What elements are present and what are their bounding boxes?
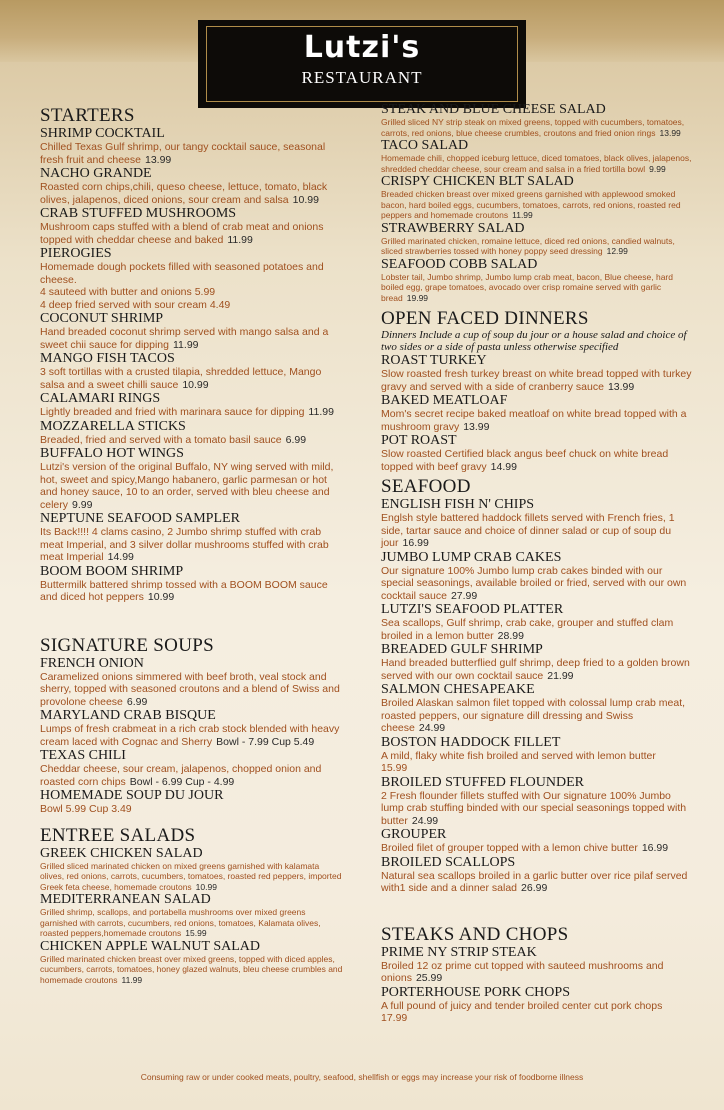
item-description — [40, 326, 345, 351]
item-description — [381, 368, 693, 393]
menu-item — [381, 102, 693, 138]
item-name: ROAST TURKEY — [381, 353, 487, 368]
item-description — [381, 842, 693, 855]
item-price: 24.99 — [418, 722, 446, 734]
menu-item — [40, 446, 345, 511]
item-description — [40, 907, 345, 939]
restaurant-name: Lutzi's — [303, 30, 421, 65]
item-description — [381, 272, 693, 304]
item-description — [381, 790, 693, 828]
item-description — [40, 803, 345, 816]
item-description — [40, 861, 345, 893]
item-price: 28.99 — [497, 629, 524, 642]
item-desc-text: Grilled sliced marinated chicken on mixed greens garnished with kalamata olives, red onions, carrots, cucumbers, tomatoes, roasted red peppers, imported Greek feta cheese, homemade croutons — [40, 860, 342, 892]
item-price: 14.99 — [490, 460, 517, 473]
item-desc-text: Our signature 100% Jumbo lump crab cakes binded with our special seasonings, available broiled or fried, served with our own cocktail sauce — [381, 564, 687, 602]
item-option-line: 15.99 — [381, 762, 408, 774]
item-desc-text: Breaded chicken breast over mixed greens garnished with applewood smoked bacon, hard boiled eggs, cucumbers, tomatoes, carrots, red onions, roasted red peppers and homemade croutons — [381, 189, 681, 220]
menu-section — [40, 636, 345, 816]
item-desc-text: Buttermilk battered shrimp tossed with a BOOM BOOM sauce and diced hot peppers — [40, 578, 328, 603]
item-desc-text: Lumps of fresh crabmeat in a rich crab stock blended with heavy cream laced with Cognac and Sherry — [40, 723, 340, 748]
item-desc-text: Lutzi's version of the original Buffalo, NY wing served with mild, hot, sweet and spicy,Mango habanero, garlic parmesan or hot and honey sauce, 10 to an order, served with bleu cheese and celery — [40, 461, 334, 511]
item-description — [381, 408, 693, 433]
menu-item — [381, 497, 693, 550]
item-desc-text: Roasted corn chips,chili, queso cheese, lettuce, tomato, black olives, jalapenos, diced onions, sour cream and salsa — [40, 181, 328, 206]
item-option-line: 4 deep fried served with sour cream 4.49 — [40, 298, 231, 311]
item-price: 19.99 — [406, 292, 429, 303]
item-desc-text: Grilled marinated chicken, romaine lettuce, diced red onions, candied walnuts, sliced strawberries tossed with honey poppy seed dressing — [381, 235, 675, 256]
menu-section — [381, 477, 693, 895]
item-desc-text: Hand breaded butterflied gulf shrimp, deep fried to a golden brown served with our own cocktail sauce — [381, 657, 690, 682]
right-column — [381, 102, 693, 1025]
item-price: 9.99 — [649, 163, 666, 174]
item-name: PORTERHOUSE PORK CHOPS — [381, 984, 570, 1000]
section-heading: ENTREE SALADS — [40, 824, 196, 846]
left-column — [40, 106, 345, 985]
item-price: 13.99 — [463, 420, 490, 433]
menu-item — [40, 351, 345, 391]
menu-item — [381, 138, 693, 174]
item-price: 13.99 — [607, 380, 635, 393]
menu-item — [40, 391, 345, 419]
item-price: 10.99 — [292, 193, 319, 206]
item-price: 12.99 — [606, 246, 628, 256]
item-desc-text: 2 Fresh flounder fillets stuffed with Our signature 100% Jumbo lump crab stuffing binded with our special seasonings topped with butter — [381, 789, 687, 827]
item-price: 11.99 — [227, 233, 253, 246]
menu-item — [40, 126, 345, 166]
menu-item — [40, 656, 345, 709]
item-name: MARYLAND CRAB BISQUE — [40, 708, 216, 723]
item-description — [40, 954, 345, 986]
menu-section — [40, 106, 345, 604]
item-price: 10.99 — [182, 378, 209, 391]
menu-item — [381, 174, 693, 221]
item-price: 6.99 — [126, 695, 148, 708]
item-name: GROUPER — [381, 827, 447, 842]
item-price: 11.99 — [121, 974, 143, 985]
item-desc-text: Grilled shrimp, scallops, and portabella mushrooms over mixed greens garnished with carrots, cucumbers, red onions, tomatoes, Kalamata olives, roasted peppers,homemade croutons — [40, 907, 321, 938]
item-price: 11.99 — [308, 406, 334, 418]
health-disclaimer: Consuming raw or under cooked meats, poultry, seafood, shellfish or eggs may increase your risk of foodborne illness — [140, 1072, 584, 1082]
item-name: TACO SALAD — [381, 138, 469, 153]
item-price: 11.99 — [173, 338, 199, 351]
item-name: CHICKEN APPLE WALNUT SALAD — [40, 938, 260, 954]
menu-section — [40, 826, 345, 986]
item-price: 10.99 — [147, 591, 175, 603]
item-name: BREADED GULF SHRIMP — [381, 642, 543, 657]
item-name: STRAWBERRY SALAD — [381, 220, 525, 236]
item-price: 13.99 — [144, 153, 172, 166]
item-price: 6.99 — [285, 433, 307, 446]
item-description — [381, 448, 693, 473]
menu-item — [40, 788, 345, 816]
item-desc-text: Mom's secret recipe baked meatloaf on white bread topped with a mushroom gravy — [381, 408, 687, 433]
menu-item — [381, 735, 693, 775]
item-price: 16.99 — [641, 842, 669, 854]
item-desc-text: Mushroom caps stuffed with a blend of crab meat and onions topped with cheddar cheese and baked — [40, 221, 324, 246]
menu-item — [40, 511, 345, 564]
item-desc-text: Slow roasted Certified black angus beef chuck on white bread topped with beef gravy — [381, 448, 669, 473]
item-price: 10.99 — [195, 881, 217, 892]
item-name: NACHO GRANDE — [40, 166, 152, 181]
item-description — [381, 236, 693, 257]
item-desc-text: Broiled filet of grouper topped with a lemon chive butter — [381, 842, 638, 854]
menu-item — [381, 855, 693, 895]
item-desc-text: Hand breaded coconut shrimp served with mango salsa and a sweet chii sauce for dipping — [40, 326, 329, 351]
item-option-line: 17.99 — [381, 1012, 408, 1024]
item-name: BROILED SCALLOPS — [381, 854, 516, 870]
menu-section — [381, 102, 693, 303]
item-name: HOMEMADE SOUP DU JOUR — [40, 788, 224, 803]
item-name: FRENCH ONION — [40, 655, 144, 671]
item-price: Bowl - 7.99 Cup 5.49 — [216, 735, 315, 748]
menu-item — [381, 945, 693, 985]
item-desc-text: Homemade chili, chopped iceburg lettuce, diced tomatoes, black olives, jalapenos, shredded cheddar cheese, sour cream and salsa in a fried tortilla bowl — [381, 153, 692, 174]
item-desc-text: Grilled sliced NY strip steak on mixed greens, topped with cucumbers, tomatoes, carrots, red onions, blue cheese crumbles, croutons and fried onion rings — [381, 117, 685, 138]
item-description — [381, 565, 693, 603]
menu-item — [381, 393, 693, 433]
section-heading: SEAFOOD — [381, 476, 471, 497]
item-price: 9.99 — [72, 498, 93, 511]
item-option-line: 4 sauteed with butter and onions 5.99 — [40, 286, 216, 298]
item-name: BAKED MEATLOAF — [381, 393, 508, 408]
menu-item — [40, 892, 345, 939]
item-price: 13.99 — [659, 127, 681, 138]
item-description — [381, 512, 693, 550]
item-description — [381, 657, 693, 682]
item-name: BOOM BOOM SHRIMP — [40, 563, 184, 579]
item-desc-text: Lobster tail, Jumbo shrimp, Jumbo lump crab meat, bacon, Blue cheese, hard boiled egg, grape tomatoes, avocado over crisp romaine served with garlic bread — [381, 271, 673, 303]
item-description — [381, 870, 693, 895]
item-name: POT ROAST — [381, 433, 457, 448]
item-description — [40, 406, 345, 419]
item-name: MANGO FISH TACOS — [40, 351, 175, 366]
item-name: TEXAS CHILI — [40, 748, 126, 763]
item-desc-text: A mild, flaky white fish broiled and served with lemon butter — [381, 749, 656, 762]
item-description — [381, 1000, 693, 1013]
item-name: STEAK AND BLUE CHEESE SALAD — [381, 102, 606, 117]
menu-item — [381, 221, 693, 257]
item-desc-text: Its Back!!!! 4 clams casino, 2 Jumbo shrimp stuffed with crab meat Imperial, and 3 silver dollar mushrooms stuffed with crab meat Imperial — [40, 526, 329, 563]
section-note: Dinners Include a cup of soup du jour or a house salad and choice of two sides or a side of pasta unless otherwise specified — [381, 329, 687, 353]
menu-item — [381, 257, 693, 304]
menu-item — [381, 602, 693, 642]
item-name: PRIME NY STRIP STEAK — [381, 944, 537, 960]
item-description — [381, 697, 693, 735]
item-desc-text: Homemade dough pockets filled with seasoned potatoes and cheese. — [40, 261, 324, 286]
item-price: 16.99 — [402, 537, 429, 549]
menu-item — [381, 353, 693, 393]
section-heading: STARTERS — [40, 105, 135, 126]
menu-item — [381, 642, 693, 682]
item-name: PIEROGIES — [40, 246, 112, 261]
menu-item — [40, 564, 345, 604]
menu-item — [40, 206, 345, 246]
item-name: SHRIMP COCKTAIL — [40, 126, 165, 141]
menu-item — [381, 433, 693, 473]
logo — [198, 20, 526, 108]
item-name: SALMON CHESAPEAKE — [381, 682, 535, 697]
item-name: COCONUT SHRIMP — [40, 311, 164, 326]
item-desc-text: A full pound of juicy and tender broiled center cut pork chops — [381, 999, 663, 1012]
item-description — [381, 117, 693, 138]
item-name: LUTZI'S SEAFOOD PLATTER — [381, 602, 564, 617]
item-desc-text: Chilled Texas Gulf shrimp, our tangy cocktail sauce, seasonal fresh fruit and cheese — [40, 141, 326, 166]
item-name: BROILED STUFFED FLOUNDER — [381, 774, 585, 790]
item-description — [40, 671, 345, 709]
item-desc-text: Broiled Alaskan salmon filet topped with colossal lump crab meat, roasted peppers, our signature dill dressing and Swiss cheese — [381, 697, 686, 734]
item-description — [40, 261, 345, 286]
menu-item — [40, 166, 345, 206]
item-name: NEPTUNE SEAFOOD SAMPLER — [40, 511, 240, 526]
menu-item — [381, 682, 693, 735]
item-desc-text: Grilled marinated chicken breast over mixed greens, topped with diced apples, cucumbers, carrots, tomatoes, honey glazed walnuts, bleu cheese crumbles and homemade croutons — [40, 953, 343, 985]
item-price: Bowl - 6.99 Cup - 4.99 — [129, 775, 235, 788]
item-price: 25.99 — [415, 972, 443, 984]
menu-item — [40, 311, 345, 351]
menu-item — [40, 246, 345, 311]
section-heading: SIGNATURE SOUPS — [40, 634, 214, 656]
item-price: 14.99 — [107, 551, 134, 563]
item-name: MEDITERRANEAN SALAD — [40, 892, 211, 907]
item-description — [40, 181, 345, 206]
item-desc-text: Bowl 5.99 Cup 3.49 — [40, 803, 132, 815]
item-desc-text: Lightly breaded and fried with marinara sauce for dipping — [40, 406, 305, 418]
item-description — [381, 617, 693, 642]
item-desc-text: Broiled 12 oz prime cut topped with sauteed mushrooms and onions — [381, 959, 664, 984]
item-name: CALAMARI RINGS — [40, 391, 161, 406]
menu-section — [381, 309, 693, 473]
menu-item — [40, 419, 345, 447]
menu-item — [381, 827, 693, 855]
item-description — [40, 366, 345, 391]
item-description — [40, 579, 345, 604]
item-desc-text: Natural sea scallops broiled in a garlic butter over rice pilaf served with1 side and a dinner salad — [381, 869, 688, 894]
section-heading: STEAKS AND CHOPS — [381, 923, 569, 945]
item-description — [381, 960, 693, 985]
item-price: 26.99 — [521, 882, 548, 894]
item-description — [381, 750, 693, 763]
item-desc-text: Breaded, fried and served with a tomato basil sauce — [40, 433, 282, 446]
item-description — [381, 189, 693, 221]
item-name: MOZZARELLA STICKS — [40, 418, 186, 434]
item-name: BOSTON HADDOCK FILLET — [381, 734, 561, 750]
item-description — [40, 526, 345, 564]
item-name: GREEK CHICKEN SALAD — [40, 845, 203, 861]
item-price: 15.99 — [185, 928, 207, 938]
item-desc-text: Caramelized onions simmered with beef broth, veal stock and sherry, topped with seasoned croutons and a blend of Swiss and provolone cheese — [40, 670, 340, 708]
item-description — [40, 221, 345, 246]
item-desc-text: Sea scallops, Gulf shrimp, crab cake, grouper and stuffed clam broiled in a lemon butter — [381, 617, 674, 642]
item-price: 21.99 — [547, 669, 574, 682]
item-name: JUMBO LUMP CRAB CAKES — [381, 549, 562, 565]
item-name: BUFFALO HOT WINGS — [40, 446, 184, 461]
item-name: SEAFOOD COBB SALAD — [381, 256, 538, 272]
menu-item — [40, 748, 345, 788]
menu-item — [381, 985, 693, 1025]
item-name: ENGLISH FISH N' CHIPS — [381, 497, 535, 512]
item-description — [40, 434, 345, 447]
section-heading: OPEN FACED DINNERS — [381, 308, 589, 329]
item-price: 11.99 — [512, 210, 533, 220]
item-description — [40, 763, 345, 788]
item-name: CRISPY CHICKEN BLT SALAD — [381, 174, 574, 189]
item-desc-text: Cheddar cheese, sour cream, jalapenos, chopped onion and roasted corn chips — [40, 763, 322, 788]
item-price: 24.99 — [411, 814, 439, 827]
item-price: 27.99 — [450, 589, 478, 602]
item-description — [40, 461, 345, 511]
item-desc-text: Englsh style battered haddock fillets served with French fries, 1 side, tartar sauce and choice of dinner salad or cup of soup du jour — [381, 512, 675, 549]
item-desc-text: Slow roasted fresh turkey breast on white bread topped with turkey gravy and served with a side of cranberry sauce — [381, 368, 692, 393]
item-desc-text: 3 soft tortillas with a crusted tilapia, shredded lettuce, Mango salsa and a sweet chilli sauce — [40, 366, 322, 391]
item-description — [40, 723, 345, 748]
menu-item — [40, 708, 345, 748]
item-description — [40, 141, 345, 166]
item-description — [381, 153, 693, 174]
item-name: CRAB STUFFED MUSHROOMS — [40, 206, 237, 221]
menu-item — [40, 846, 345, 893]
menu-item — [381, 775, 693, 828]
restaurant-subtitle: RESTAURANT — [301, 68, 423, 87]
menu-item — [381, 550, 693, 603]
menu-item — [40, 939, 345, 986]
menu-section — [381, 925, 693, 1025]
